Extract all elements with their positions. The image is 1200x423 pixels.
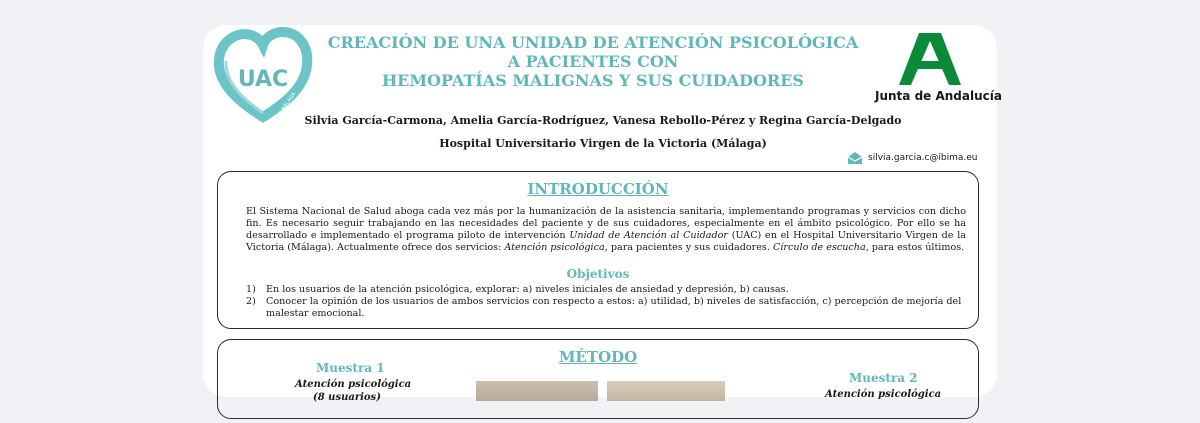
uac-logo xyxy=(213,27,313,126)
poster-card xyxy=(203,25,1002,403)
objetivo-number: 1) xyxy=(246,284,256,295)
introduccion-heading: INTRODUCCIÓN xyxy=(527,180,669,198)
hospital: Hospital Universitario Virgen de la Victoria (Málaga) xyxy=(439,137,767,150)
heart-logo-icon xyxy=(213,27,313,126)
intro-text-4: , para estos últimos. xyxy=(865,242,965,253)
mail-icon xyxy=(847,151,863,165)
email-address[interactable]: silvia.garcia.c@ibima.eu xyxy=(868,153,978,163)
intro-text-1: El Sistema Nacional de Salud aboga cada vez más por la humanización de la asistencia sanitaria, implementando programas y servicios con dicho fin. Es necesario seguir trabajando en las necesidades del paciente y de sus cuidadores, especialmente en el ámbito psicológico. Por ello se ha desarrollado e implementado el programa piloto de intervención xyxy=(246,206,966,241)
intro-text-3: , para pacientes y sus cuidadores. xyxy=(604,242,773,253)
intro-text-2: (UAC) en el Hospital Universitario Virgen de la Victoria (Málaga). Actualmente ofrece dos servicios: xyxy=(246,230,966,253)
muestra-1-count: (8 usuarios) xyxy=(313,392,381,403)
muestra-2-subtitle: Atención psicológica xyxy=(825,389,942,400)
objetivo-text: Conocer la opinión de los usuarios de ambos servicios con respecto a estos: a) utilidad, b) niveles de satisfacción, c) percepción de mejoría del malestar emocional. xyxy=(266,296,962,319)
objetivo-number: 2) xyxy=(246,296,256,307)
poster-title xyxy=(323,33,863,90)
title-line-2: A PACIENTES CON xyxy=(507,52,679,71)
authors: Silvia García-Carmona, Amelia García-Rodríguez, Vanesa Rebollo-Pérez y Regina García-Delgado xyxy=(304,114,902,127)
junta-a-logo-icon xyxy=(875,31,985,87)
objetivos-heading: Objetivos xyxy=(566,267,630,281)
muestra-1-heading: Muestra 1 xyxy=(316,361,385,375)
objetivo-item xyxy=(246,296,966,320)
metodo-heading: MÉTODO xyxy=(558,348,638,366)
uac-ring-text: HUVV MÁLAGA xyxy=(271,91,298,126)
intro-emphasis-uac: Unidad de Atención al Cuidador xyxy=(569,230,729,241)
intro-emphasis-atencion: Atención psicológica xyxy=(504,242,605,253)
junta-andalucia-logo xyxy=(875,31,1002,111)
title-line-1: CREACIÓN DE UNA UNIDAD DE ATENCIÓN PSICOLÓGICA xyxy=(327,33,859,52)
method-photo-1 xyxy=(476,381,598,401)
email-contact[interactable] xyxy=(847,151,978,165)
title-line-3: HEMOPATÍAS MALIGNAS Y SUS CUIDADORES xyxy=(382,71,804,90)
objetivo-text: En los usuarios de la atención psicológica, explorar: a) niveles iniciales de ansiedad y depresión, b) causas. xyxy=(266,284,789,295)
objetivos-list xyxy=(246,284,966,320)
objetivo-item xyxy=(246,284,966,296)
muestra-1-subtitle: Atención psicológica xyxy=(295,379,412,390)
method-photo-2 xyxy=(607,381,725,401)
introduccion-paragraph xyxy=(246,206,966,254)
junta-andalucia-text: Junta de Andalucía xyxy=(875,89,1002,103)
muestra-2-heading: Muestra 2 xyxy=(849,371,918,385)
uac-logo-text: UAC xyxy=(237,67,289,92)
introduccion-section xyxy=(217,171,979,329)
intro-emphasis-circulo: Círculo de escucha xyxy=(772,242,866,253)
